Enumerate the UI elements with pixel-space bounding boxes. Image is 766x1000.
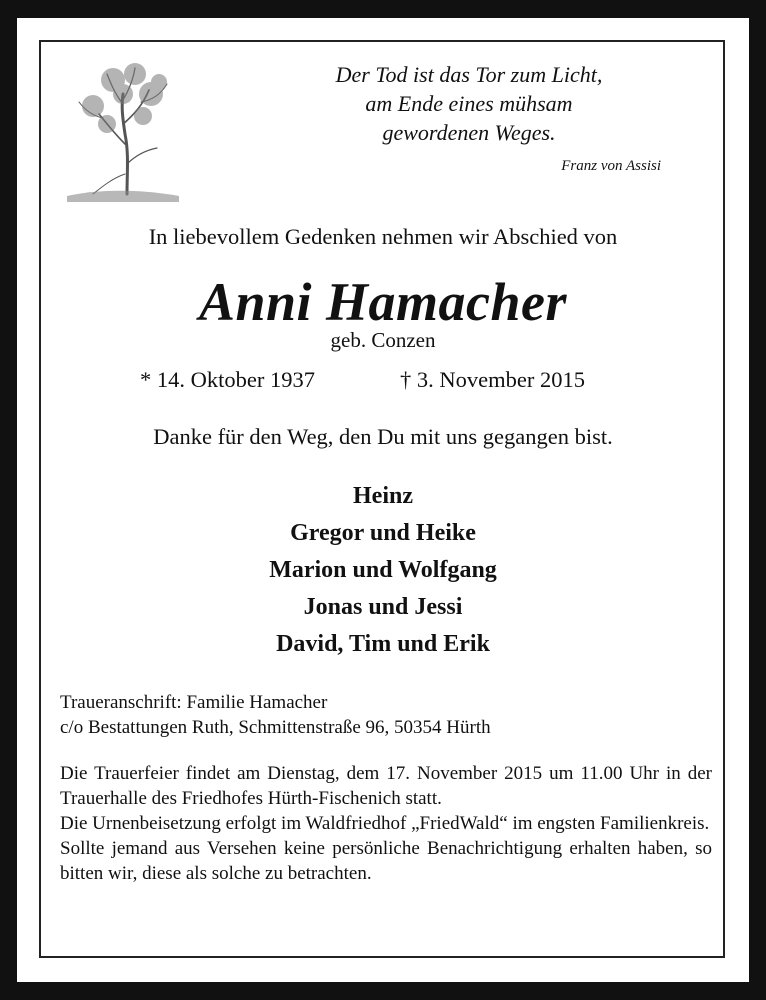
address-line: c/o Bestattungen Ruth, Schmittenstraße 96, 50354 Hürth <box>60 717 491 738</box>
address-line: Traueranschrift: Familie Hamacher <box>60 692 328 713</box>
deceased-name: Anni Hamacher <box>198 272 568 332</box>
notice-card <box>17 18 749 982</box>
burial-text: Die Urnenbeisetzung erfolgt im Waldfriedhof „FriedWald“ im engsten Familienkreis. <box>60 813 710 834</box>
quote-line: am Ende eines mühsam <box>365 91 573 116</box>
intro-text: In liebevollem Gedenken nehmen wir Abschied von <box>148 224 618 249</box>
quote-author: Franz von Assisi <box>561 158 661 174</box>
family-list <box>17 478 749 663</box>
birth-date: * 14. Oktober 1937 <box>140 367 315 392</box>
thanks-text: Danke für den Weg, den Du mit uns gegangen bist. <box>153 424 613 449</box>
ceremony-text: Die Trauerfeier findet am Dienstag, dem 17. November 2015 um 11.00 Uhr in der Trauerhalle des Friedhofes Hürth-Fischenich statt. <box>60 763 712 809</box>
notice-text: Sollte jemand aus Versehen keine persönliche Benachrichtigung erhalten haben, so bitten wir, diese als solche zu betrachten. <box>60 838 712 884</box>
quote-line: gewordenen Weges. <box>382 120 556 145</box>
family-member: Jonas und Jessi <box>303 594 463 620</box>
birth-name: geb. Conzen <box>330 328 436 352</box>
family-member: Marion und Wolfgang <box>269 557 497 583</box>
family-member: Heinz <box>353 483 413 509</box>
tree-icon <box>63 54 183 204</box>
mourning-address <box>60 690 720 740</box>
death-date: † 3. November 2015 <box>400 367 585 392</box>
family-member: David, Tim und Erik <box>276 631 490 657</box>
funeral-details <box>60 761 712 886</box>
family-member: Gregor und Heike <box>290 520 476 546</box>
quote <box>239 60 699 147</box>
quote-line: Der Tod ist das Tor zum Licht, <box>335 62 603 87</box>
